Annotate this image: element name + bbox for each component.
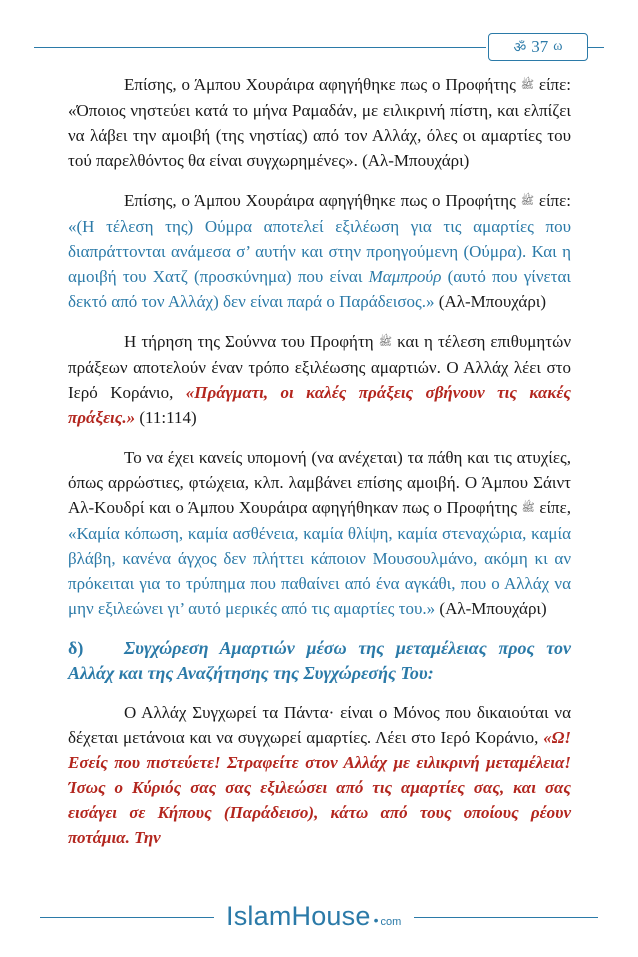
brand-name: IslamHouse (226, 901, 371, 931)
page-number-box (488, 33, 588, 61)
section-title: Συγχώρεση Αμαρτιών μέσω της μεταμέλειας προς τον Αλλάχ και της Αναζήτησης της Συγχώρεσής Του: (68, 638, 571, 683)
footer-rule-left (40, 917, 214, 918)
quran-quote: «Πράγματι, οι καλές πράξεις σβήνουν τις κακές πράξεις.» (68, 383, 571, 427)
brand-dot-icon: • (373, 912, 379, 928)
brand-tld: com (380, 916, 402, 928)
paragraph-5: Ο Αλλάχ Συγχωρεί τα Πάντα· είναι ο Μόνος που δικαιούται να δέχεται μετάνοια και να συγχωρεί αμαρτίες. Λέει στο Ιερό Κοράνιο, «Ω! Εσείς που πιστεύετε! Στραφείτε στον Αλλάχ με ειλικρινή μεταμέλεια! Ίσως ο Κύριός σας σας εξιλεώσει από τις αμαρτίες σας, και σας εισάγει σε Κήπους (Παράδεισο), κάτω από τους οποίους ρέουν ποτάμια. Την (68, 703, 571, 847)
header-rule-right (588, 47, 604, 48)
pbuh-icon: ﷺ (378, 336, 393, 348)
page-number: 37 (531, 37, 549, 56)
ornament-left-icon: ॐ (513, 40, 527, 56)
header-rule-left (34, 47, 486, 48)
footer-logo (226, 901, 401, 933)
paragraph-4: Το να έχει κανείς υπομονή (να ανέχεται) τα πάθη και τις ατυχίες, όπως αρρώστιες, φτώχεια, κλπ. λαμβάνει επίσης αμοιβή. Ο Άμπου Σάιντ Αλ-Κουδρί και ο Άμπου Χουράιρα αφηγήθηκαν πως ο Προφήτης ﷺ είπε, «Καμία κόπωση, καμία ασθένεια, καμία θλίψη, καμία στεναχώρια, καμία βλάβη, κανένα άγχος δεν πλήττει κάποιον Μουσουλμάνο, ακόμη κι αν πρόκειται για το τρύπημα που παθαίνει από ένα αγκάθι, που ο Αλλάχ να μην εξιλεώνει γι’ αυτό μερικές από τις αμαρτίες του.» (Αλ-Μπουχάρι) (68, 448, 571, 618)
section-letter: δ) (68, 638, 84, 658)
pbuh-icon: ﷺ (520, 79, 534, 91)
paragraph-3: Η τήρηση της Σούννα του Προφήτη ﷺ και η τέλεση επιθυμητών πράξεων αποτελούν έναν τρόπο εξιλέωσης αμαρτιών. Ο Αλλάχ λέει στο Ιερό Κοράνιο, «Πράγματι, οι καλές πράξεις σβήνουν τις κακές πράξεις.» (11:114) (68, 332, 572, 427)
pbuh-icon: ﷺ (521, 502, 535, 514)
pbuh-icon: ﷺ (520, 195, 534, 207)
footer-rule-right (414, 917, 598, 918)
hadith-quote: «Καμία κόπωση, καμία ασθένεια, καμία θλίψη, καμία στεναχώρια, καμία βλάβη, κανένα άγχος δεν πλήττει κάποιον Μουσουλμάνο, ακόμη κι αν πρόκειται για το τρύπημα που παθαίνει από ένα αγκάθι, που ο Αλλάχ να μην εξιλεώνει γι’ αυτό μερικές από τις αμαρτίες του.» (68, 524, 571, 618)
quran-quote: «Ω! Εσείς που πιστεύετε! Στραφείτε στον Αλλάχ με ειλικρινή μεταμέλεια! Ίσως ο Κύριός σας σας εξιλεώσει από τις αμαρτίες σας, και σας εισάγει σε Κήπους (Παράδεισο), κάτω από τους οποίους ρέουν ποτάμια. Την (68, 728, 571, 847)
page-content (68, 72, 571, 850)
paragraph-2: Επίσης, ο Άμπου Χουράιρα αφηγήθηκε πως ο Προφήτης ﷺ είπε: «(Η τέλεση της) Ούμρα αποτελεί εξιλέωση για τις αμαρτίες που διαπράττονται ανάμεσα σ’ αυτήν και στην προηγούμενη (Ούμρα). Και η αμοιβή του Χατζ (προσκύνημα) που είναι Μαμπρούρ (αυτό που γίνεται δεκτό από τον Αλλάχ) δεν είναι παρά ο Παράδεισος.» (Αλ-Μπουχάρι) (68, 191, 572, 311)
paragraph-1: Επίσης, ο Άμπου Χουράιρα αφηγήθηκε πως ο Προφήτης ﷺ είπε: «Όποιος νηστεύει κατά το μήνα Ραμαδάν, με ειλικρινή πίστη, και ελπίζει να λάβει την αμοιβή (της νηστίας) από τον Αλλάχ, όλες οι αμαρτίες του τού παρελθόντος θα είναι συγχωρημένες». (Αλ-Μπουχάρι) (68, 75, 572, 170)
hadith-quote: «(Η τέλεση της) Ούμρα αποτελεί εξιλέωση για τις αμαρτίες που διαπράττονται ανάμεσα σ’ αυτήν και στην προηγούμενη (Ούμρα). Και η αμοιβή του Χατζ (προσκύνημα) που είναι Μαμπρούρ (αυτό που γίνεται δεκτό από τον Αλλάχ) δεν είναι παρά ο Παράδεισος.» (68, 217, 571, 311)
ornament-right-icon: ω (553, 39, 563, 54)
section-heading (68, 636, 571, 686)
